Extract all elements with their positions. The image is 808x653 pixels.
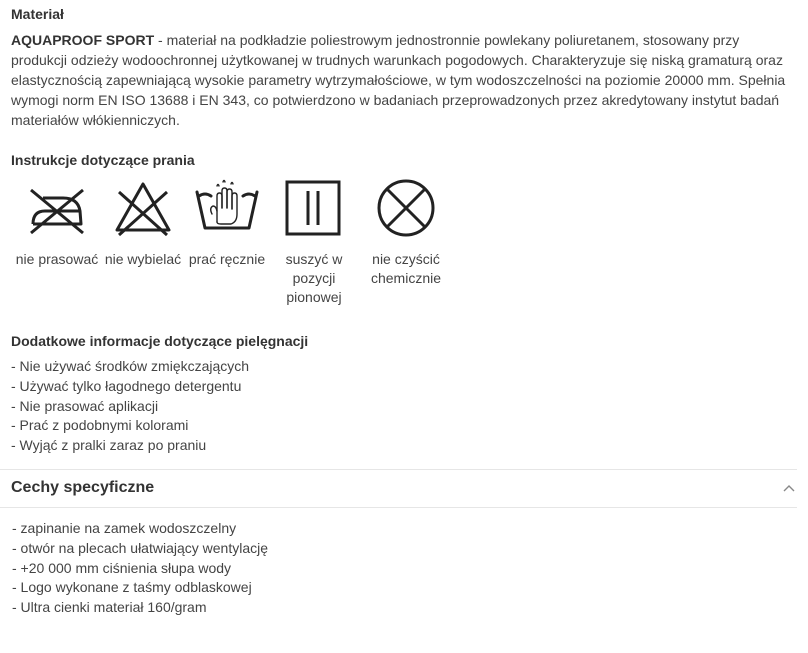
list-item: - Ultra cienki materiał 160/gram <box>12 599 207 616</box>
list-item: - Nie prasować aplikacji <box>11 397 159 414</box>
care-item-no-bleach <box>101 178 185 269</box>
line-dry-vertical-icon <box>284 178 344 238</box>
material-text: - materiał na podkładzie poliestrowym jednostronnie powlekany poliuretanem, stosowany przy produkcji odzieży wodoochronnej użytkowanej w trudnych warunkach pogodowych. Charakteryzuje się niską gramaturą oraz elastycznością zapewniającą wysokie parametry wytrzymałościowe, w tym wodoszczelności na poziomie 20000 mm. Spełnia wymogi norm EN ISO 13688 i EN 343, co potwierdzono w badaniach przeprowadzonych przez akredytowany instytut badań materiałów włókienniczych. <box>11 32 786 128</box>
care-item-no-dry-clean <box>364 178 448 288</box>
care-item-no-iron <box>12 178 102 269</box>
no-bleach-icon <box>111 178 175 238</box>
list-item: - Wyjąć z pralki zaraz po praniu <box>11 437 207 454</box>
list-item: - Używać tylko łagodnego detergentu <box>11 377 242 394</box>
care-list <box>11 357 249 456</box>
features-accordion-header[interactable] <box>0 470 797 507</box>
divider-bottom <box>0 507 797 508</box>
no-dry-clean-icon <box>374 178 438 238</box>
list-item: - Nie używać środków zmiękczających <box>11 358 250 374</box>
care-item-hand-wash <box>185 178 269 269</box>
washing-icons <box>0 178 808 318</box>
features-list <box>12 519 268 618</box>
list-item: - +20 000 mm ciśnienia słupa wody <box>12 559 232 576</box>
no-iron-label: nie prasować <box>15 251 99 267</box>
list-item: - Logo wykonane z taśmy odblaskowej <box>12 579 252 596</box>
care-heading: Dodatkowe informacje dotyczące pielęgnacji <box>11 333 309 349</box>
care-item-line-dry <box>272 178 356 307</box>
features-heading: Cechy specyficzne <box>11 479 155 496</box>
no-bleach-label: nie wybielać <box>104 251 182 267</box>
material-heading: Materiał <box>11 6 64 22</box>
no-dry-clean-label: nie czyścić chemicznie <box>370 251 442 286</box>
list-item: - zapinanie na zamek wodoszczelny <box>12 520 237 536</box>
chevron-up-icon[interactable] <box>783 484 795 492</box>
list-item: - Prać z podobnymi kolorami <box>11 417 189 434</box>
washing-heading: Instrukcje dotyczące prania <box>11 152 195 168</box>
no-iron-icon <box>23 178 91 238</box>
material-brand: AQUAPROOF SPORT <box>11 32 155 48</box>
hand-wash-icon <box>193 178 261 238</box>
material-description <box>11 30 796 130</box>
list-item: - otwór na plecach ułatwiający wentylację <box>12 539 269 556</box>
line-dry-label: suszyć w pozycji pionowej <box>285 251 343 305</box>
hand-wash-label: prać ręcznie <box>188 251 266 267</box>
